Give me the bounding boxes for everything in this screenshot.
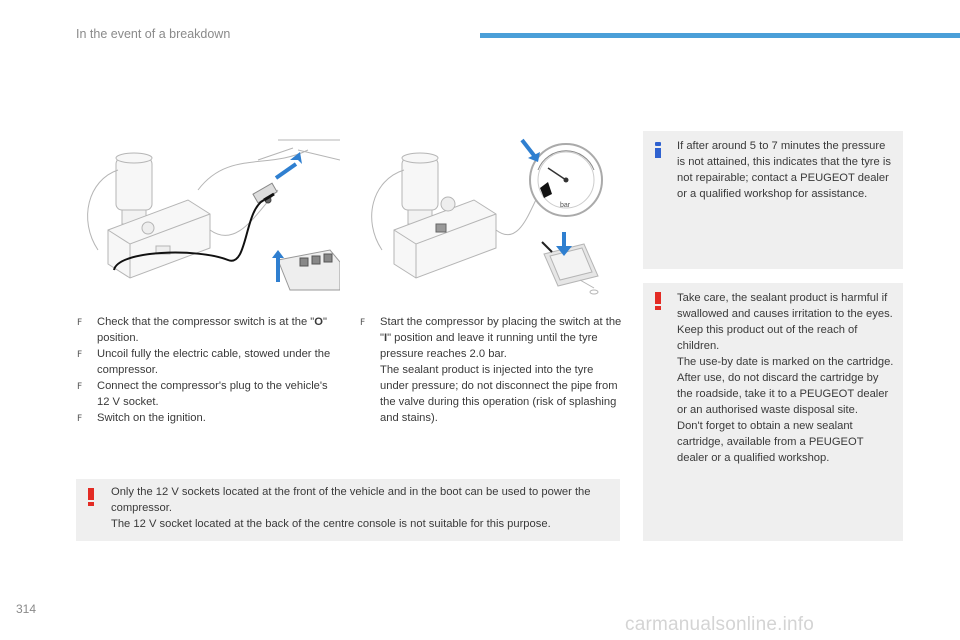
info-text: If after around 5 to 7 minutes the pressure is not attained, this indicates that the tyre is not repairable; contact a PEUGEOT dealer or a qualified workshop for assistance.	[677, 140, 891, 200]
watermark: carmanualsonline.info	[625, 614, 815, 635]
list-item: F Uncoil fully the electric cable, stowed under the compressor.	[77, 346, 339, 378]
socket-warning-panel	[76, 479, 620, 541]
page-header-title: In the event of a breakdown	[76, 27, 231, 41]
warning-icon	[655, 292, 661, 310]
info-icon	[655, 142, 661, 158]
list-item: F Switch on the ignition.	[77, 410, 339, 426]
bullet-icon	[77, 314, 82, 331]
socket-warning-text: Only the 12 V sockets located at the front of the vehicle and in the boot can be used to power the compressor. The 12 V socket located at the back of the centre console is not suitable for this purpose.	[111, 486, 591, 530]
list-item: F Connect the compressor's plug to the vehicle's 12 V socket.	[77, 378, 339, 410]
list-item: F Check that the compressor switch is at the "O" position.	[77, 314, 339, 346]
steps-list-left	[77, 314, 339, 426]
compressor-socket-illustration	[78, 130, 340, 302]
warning-text: Take care, the sealant product is harmful if swallowed and causes irritation to the eyes. Keep this product out of the reach of children. The use-by date is marked on the cartridge. After use, do not discard the cartridge by the roadside, take it to a PEUGEOT dealer or an authorised waste disposal site. Don't forget to obtain a new sealant cartridge, available from a PEUGEOT dealer or a qualified workshop.	[677, 292, 894, 464]
bullet-icon	[77, 378, 82, 395]
warning-icon	[88, 488, 94, 506]
bullet-icon	[77, 346, 82, 363]
page-number: 314	[16, 602, 37, 616]
list-item: F Start the compressor by placing the switch at the "I" position and leave it running until the tyre pressure reaches 2.0 bar. The sealant product is injected into the tyre under pressure; do not disconnect the pipe from the valve during this operation (risk of splashing and stains).	[360, 314, 622, 426]
gauge-unit-label: bar	[560, 202, 571, 209]
info-panel	[643, 131, 903, 269]
header-accent-bar	[480, 33, 960, 38]
bullet-icon	[360, 314, 365, 331]
warning-panel	[643, 283, 903, 541]
bullet-icon	[77, 410, 82, 427]
step-detail: The sealant product is injected into the tyre under pressure; do not disconnect the pipe from the valve during this operation (risk of splashing and stains).	[380, 364, 618, 424]
steps-list-right	[360, 314, 622, 426]
compressor-gauge-illustration	[362, 130, 622, 302]
